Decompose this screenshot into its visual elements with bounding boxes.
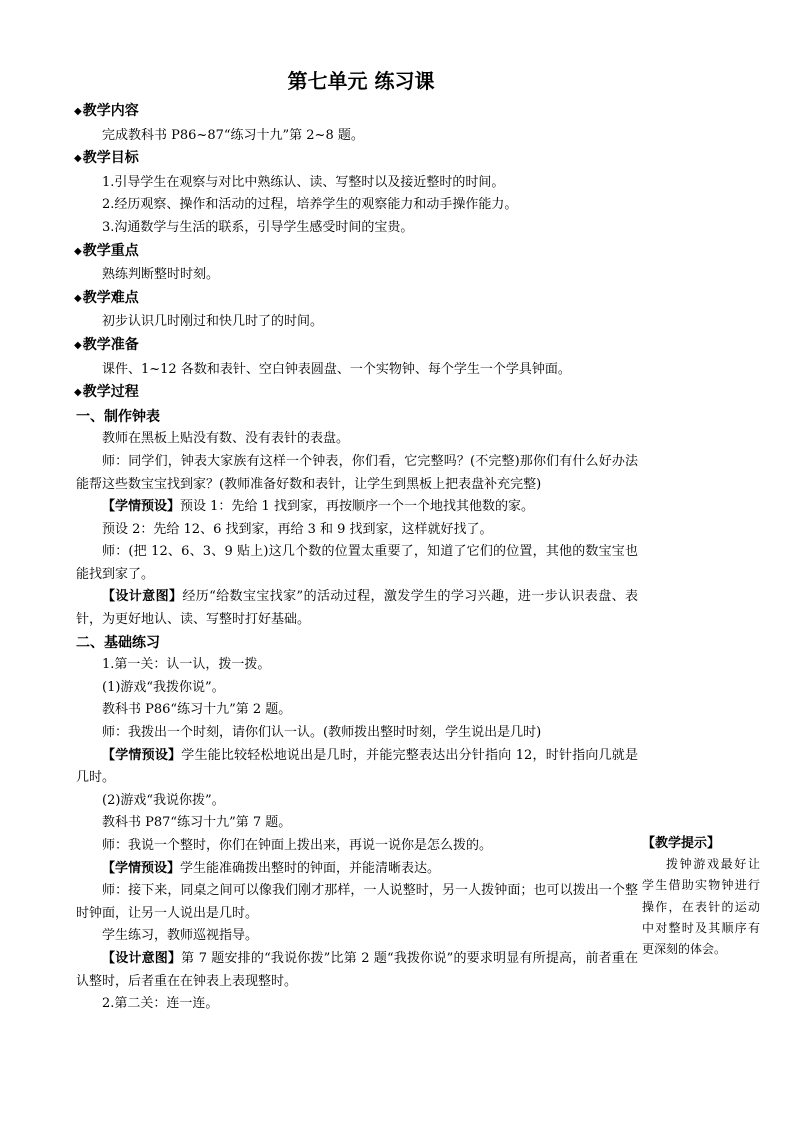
note-label: 【设计意图】	[102, 950, 182, 966]
main-column	[76, 68, 638, 1016]
paragraph: 学生练习，教师巡视指导。	[102, 928, 259, 944]
part2-heading: 二、基础练习	[76, 634, 160, 651]
section-heading-content: ◆教学内容	[74, 103, 139, 119]
section-heading-prep: ◆教学准备	[74, 336, 139, 353]
paragraph: 师：我拨出一个时刻，请你们认一认。(教师拨出整时时刻，学生说出是几时)	[102, 725, 542, 741]
diamond-bullet-icon: ◆	[74, 387, 82, 399]
goal-line: 2.经历观察、操作和活动的过程，培养学生的观察能力和动手操作能力。	[102, 197, 518, 213]
paragraph: 【设计意图】经历“给数宝宝找家”的活动过程，激发学生的学习兴趣，进一步认识表盘、表针，为更好地认、读、写整时打好基础。	[76, 589, 638, 628]
paragraph: 教科书 P86“练习十九”第 2 题。	[102, 702, 292, 718]
paragraph: 【学情预设】预设 1：先给 1 找到家，再按顺序一个一个地找其他数的家。	[102, 499, 534, 515]
paragraph: 【学情预设】学生能准确拨出整时的钟面，并能清晰表达。	[102, 860, 441, 876]
section-heading-key: ◆教学重点	[74, 242, 139, 259]
part1-heading: 一、制作钟表	[76, 408, 160, 425]
diamond-bullet-icon: ◆	[74, 292, 82, 304]
note-label: 【学情预设】	[102, 747, 182, 763]
paragraph: 【设计意图】第 7 题安排的“我说你拨”比第 2 题“我拨你说”的要求明显有所提高，前者重在认整时，后者重在在钟表上表现整时。	[76, 950, 638, 989]
difficulty-line: 初步认识几时刚过和快几时了的时间。	[102, 314, 324, 330]
sidebar-text: 拨钟游戏最好让学生借助实物钟进行操作，在表针的运动中对整时及其顺序有更深刻的体会。	[642, 857, 760, 957]
diamond-bullet-icon: ◆	[74, 153, 82, 165]
goal-line: 3.沟通数学与生活的联系，引导学生感受时间的宝贵。	[102, 219, 414, 235]
note-label: 【设计意图】	[102, 589, 183, 605]
paragraph: 师：我说一个整时，你们在钟面上拨出来，再说一说你是怎么拨的。	[102, 838, 493, 853]
paragraph: 2.第二关：连一连。	[102, 996, 219, 1012]
section-heading-goals: ◆教学目标	[74, 150, 139, 167]
section-heading-difficulty: ◆教学难点	[74, 289, 139, 306]
paragraph: 师：同学们，钟表大家族有这样一个钟表，你们看，它完整吗？(不完整)那你们有什么好办法能帮这些数宝宝找到家？(教师准备好数和表针，让学生到黑板上把表盘补充完整)	[76, 453, 638, 492]
paragraph: 教科书 P87“练习十九”第 7 题。	[102, 815, 292, 831]
paragraph: 预设 2：先给 12、6 找到家，再给 3 和 9 找到家，这样就好找了。	[102, 521, 493, 537]
sidebar-title: 【教学提示】	[642, 836, 721, 851]
diamond-bullet-icon: ◆	[74, 339, 82, 351]
diamond-bullet-icon: ◆	[74, 245, 82, 257]
key-line: 熟练判断整时时刻。	[102, 267, 220, 283]
content-line: 完成教科书 P86~87“练习十九”第 2~8 题。	[102, 127, 364, 143]
note-label: 【学情预设】	[102, 860, 181, 876]
paragraph: 【学情预设】学生能比较轻松地说出是几时，并能完整表达出分针指向 12，时针指向几就是几时。	[76, 747, 638, 786]
paragraph: 1.第一关：认一认，拨一拨。	[102, 657, 271, 673]
paragraph: (1)游戏“我拨你说”。	[102, 679, 225, 695]
goal-line: 1.引导学生在观察与对比中熟练认、读、写整时以及接近整时的时间。	[102, 174, 505, 190]
paragraph: 师：(把 12、6、3、9 贴上)这几个数的位置太重要了，知道了它们的位置，其他的数宝宝也能找到家了。	[76, 544, 638, 582]
paragraph: 师：接下来，同桌之间可以像我们刚才那样，一人说整时，另一人拨钟面；也可以拨出一个整时钟面，让另一人说出是几时。	[76, 883, 638, 921]
prep-line: 课件、1~12 各数和表针、空白钟表圆盘、一个实物钟、每个学生一个学具钟面。	[102, 361, 571, 377]
diamond-bullet-icon: ◆	[74, 106, 82, 117]
paragraph: (2)游戏“我说你拨”。	[102, 792, 225, 808]
teaching-tip-sidebar	[642, 834, 760, 960]
note-label: 【学情预设】	[102, 499, 181, 515]
section-heading-process: ◆教学过程	[74, 384, 139, 401]
page-title: 第七单元 练习课	[287, 69, 435, 93]
paragraph: 教师在黑板上贴没有数、没有表针的表盘。	[102, 431, 350, 447]
